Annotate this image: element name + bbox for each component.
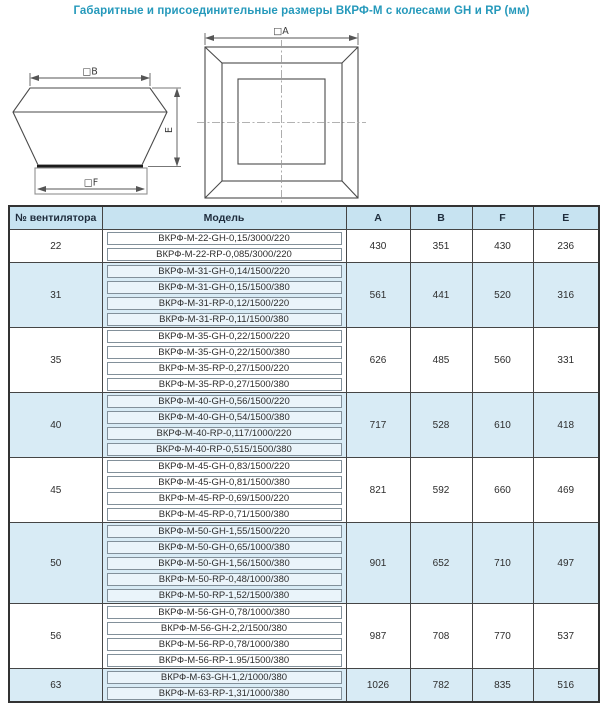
model-cell	[102, 279, 346, 295]
model-label: ВКРФ-М-40-RP-0,117/1000/220	[107, 427, 342, 440]
table-row	[9, 669, 599, 686]
dim-f-cell: 835	[472, 669, 533, 703]
dim-f-cell: 710	[472, 523, 533, 604]
dim-e-cell: 331	[533, 328, 599, 393]
model-label: ВКРФ-М-31-RP-0,11/1500/380	[107, 313, 342, 326]
fan-top-view	[197, 33, 366, 205]
model-label: ВКРФ-М-50-GH-1,56/1500/380	[107, 557, 342, 570]
model-label: ВКРФ-М-50-RP-1,52/1500/380	[107, 589, 342, 602]
model-cell	[102, 263, 346, 280]
model-cell	[102, 458, 346, 475]
fan-number-cell: 40	[9, 393, 102, 458]
model-label: ВКРФ-М-63-GH-1,2/1000/380	[107, 671, 342, 684]
top-view-mid-square	[222, 63, 342, 181]
dim-e-cell: 497	[533, 523, 599, 604]
model-label: ВКРФ-М-56-RP-1.95/1500/380	[107, 654, 342, 667]
dim-a-cell: 901	[346, 523, 410, 604]
dim-f-cell: 770	[472, 604, 533, 669]
dim-b-cell: 708	[410, 604, 472, 669]
dim-b-cell: 441	[410, 263, 472, 328]
corner-diagonal	[342, 181, 358, 198]
dim-f-cell: 660	[472, 458, 533, 523]
corner-diagonal	[205, 181, 222, 198]
col-header-fan-number: № вентилятора	[9, 206, 102, 230]
col-header-b: B	[410, 206, 472, 230]
model-cell	[102, 344, 346, 360]
model-label: ВКРФ-М-50-GH-1,55/1500/220	[107, 525, 342, 538]
model-label: ВКРФ-М-50-GH-0,65/1000/380	[107, 541, 342, 554]
fan-number-cell: 31	[9, 263, 102, 328]
dimensions-table	[8, 205, 600, 703]
col-header-a: A	[346, 206, 410, 230]
table-row	[9, 523, 599, 540]
model-label: ВКРФ-М-35-GH-0,22/1500/220	[107, 330, 342, 343]
page-title: Габаритные и присоединительные размеры ВКРФ-М с колесами GH и RP (мм)	[73, 5, 530, 17]
dim-a-cell: 561	[346, 263, 410, 328]
dim-a-cell: 1026	[346, 669, 410, 703]
model-label: ВКРФ-М-45-GH-0,81/1500/380	[107, 476, 342, 489]
model-cell	[102, 376, 346, 393]
model-cell	[102, 506, 346, 523]
dimensions-table-container	[8, 205, 598, 703]
dim-a-cell: 821	[346, 458, 410, 523]
model-cell	[102, 523, 346, 540]
model-label: ВКРФ-М-45-RP-0,71/1500/380	[107, 508, 342, 521]
dim-b-cell: 351	[410, 230, 472, 263]
model-cell	[102, 669, 346, 686]
model-label: ВКРФ-М-45-GH-0,83/1500/220	[107, 460, 342, 473]
dim-f-cell: 520	[472, 263, 533, 328]
model-cell	[102, 246, 346, 263]
corner-diagonal	[342, 47, 358, 63]
dim-b-label: □B	[82, 66, 98, 78]
model-cell	[102, 685, 346, 702]
model-label: ВКРФ-М-45-RP-0,69/1500/220	[107, 492, 342, 505]
model-cell	[102, 652, 346, 669]
dim-f-cell: 560	[472, 328, 533, 393]
dim-a-cell: 430	[346, 230, 410, 263]
col-header-f: F	[472, 206, 533, 230]
model-cell	[102, 409, 346, 425]
col-header-model: Модель	[102, 206, 346, 230]
model-label: ВКРФ-М-22-GH-0,15/3000/220	[107, 232, 342, 245]
table-row	[9, 328, 599, 345]
model-cell	[102, 604, 346, 621]
dim-f-label: □F	[83, 177, 99, 189]
table-row	[9, 458, 599, 475]
model-cell	[102, 441, 346, 458]
col-header-e: E	[533, 206, 599, 230]
fan-table-body	[9, 230, 599, 703]
model-cell	[102, 311, 346, 328]
fan-number-cell: 35	[9, 328, 102, 393]
dim-e-cell: 469	[533, 458, 599, 523]
fan-number-cell: 45	[9, 458, 102, 523]
dim-a-cell: 987	[346, 604, 410, 669]
corner-diagonal	[205, 47, 222, 63]
fan-side-view	[13, 73, 181, 194]
model-cell	[102, 571, 346, 587]
model-cell	[102, 360, 346, 376]
model-label: ВКРФ-М-40-RP-0,515/1500/380	[107, 443, 342, 456]
dim-e-label: E	[164, 126, 175, 134]
dim-e-cell: 316	[533, 263, 599, 328]
model-cell	[102, 328, 346, 345]
model-label: ВКРФ-М-40-GH-0,56/1500/220	[107, 395, 342, 408]
model-label: ВКРФ-М-40-GH-0,54/1500/380	[107, 411, 342, 424]
model-cell	[102, 490, 346, 506]
dim-f-cell: 610	[472, 393, 533, 458]
model-cell	[102, 230, 346, 247]
model-cell	[102, 620, 346, 636]
dim-a-cell: 717	[346, 393, 410, 458]
dim-e-cell: 236	[533, 230, 599, 263]
table-row	[9, 604, 599, 621]
model-label: ВКРФ-М-50-RP-0,48/1000/380	[107, 573, 342, 586]
fan-number-cell: 50	[9, 523, 102, 604]
model-label: ВКРФ-М-35-RP-0,27/1500/220	[107, 362, 342, 375]
model-label: ВКРФ-М-35-GH-0,22/1500/380	[107, 346, 342, 359]
model-label: ВКРФ-М-35-RP-0,27/1500/380	[107, 378, 342, 391]
table-row	[9, 230, 599, 247]
model-cell	[102, 555, 346, 571]
fan-number-cell: 56	[9, 604, 102, 669]
fan-body-outline	[13, 88, 167, 165]
table-header-row	[9, 206, 599, 230]
model-cell	[102, 393, 346, 410]
technical-drawings	[0, 0, 603, 205]
dim-e-cell: 418	[533, 393, 599, 458]
table-row	[9, 263, 599, 280]
model-label: ВКРФ-М-56-GH-2,2/1500/380	[107, 622, 342, 635]
model-cell	[102, 425, 346, 441]
model-cell	[102, 539, 346, 555]
dim-e-cell: 537	[533, 604, 599, 669]
model-cell	[102, 587, 346, 604]
dim-b-cell: 592	[410, 458, 472, 523]
model-label: ВКРФ-М-63-RP-1,31/1000/380	[107, 687, 342, 700]
dim-b-cell: 782	[410, 669, 472, 703]
dim-f-cell: 430	[472, 230, 533, 263]
model-cell	[102, 636, 346, 652]
fan-number-cell: 22	[9, 230, 102, 263]
model-label: ВКРФ-М-56-RP-0,78/1000/380	[107, 638, 342, 651]
model-cell	[102, 295, 346, 311]
dim-b-cell: 485	[410, 328, 472, 393]
table-row	[9, 393, 599, 410]
model-label: ВКРФ-М-31-RP-0,12/1500/220	[107, 297, 342, 310]
model-label: ВКРФ-М-31-GH-0,14/1500/220	[107, 265, 342, 278]
model-label: ВКРФ-М-22-RP-0,085/3000/220	[107, 248, 342, 261]
dim-b-cell: 528	[410, 393, 472, 458]
dim-b-cell: 652	[410, 523, 472, 604]
dim-e-cell: 516	[533, 669, 599, 703]
model-cell	[102, 474, 346, 490]
dim-a-label: □A	[273, 26, 289, 37]
model-label: ВКРФ-М-56-GH-0,78/1000/380	[107, 606, 342, 619]
fan-number-cell: 63	[9, 669, 102, 703]
model-label: ВКРФ-М-31-GH-0,15/1500/380	[107, 281, 342, 294]
dim-a-cell: 626	[346, 328, 410, 393]
